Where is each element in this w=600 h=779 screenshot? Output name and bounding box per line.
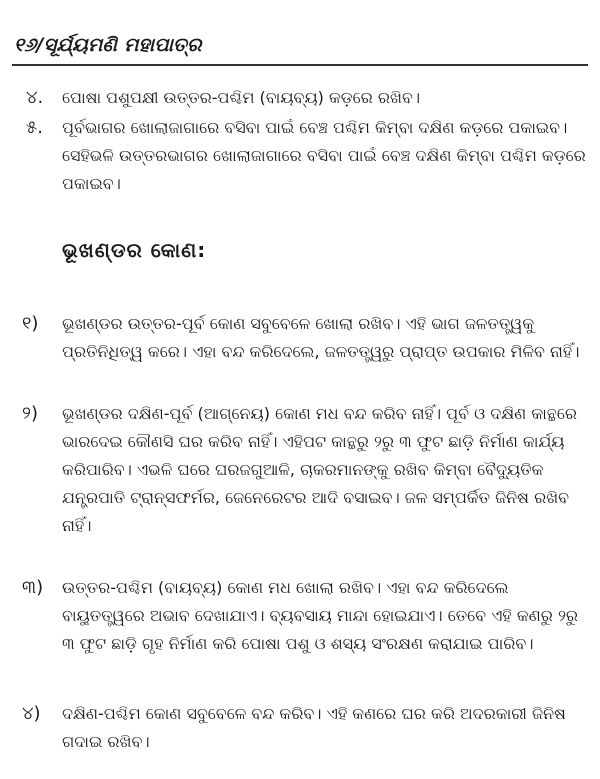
item-number: ୧) <box>22 313 39 334</box>
item-number: ୫. <box>26 117 43 138</box>
running-head: ୧୬/ସୂର୍ଯ୍ୟମଣି ମହାପାତ୍ର <box>14 34 202 56</box>
item-text: ଉତ୍ତର-ପଶ୍ଚିମ (ବାୟବ୍ୟ) କୋଣ ମଧ ଖୋଲା ରଖିବ। ଏହା ବନ୍ଦ କରିଦେଲେ ବାୟୁତତ୍ତ୍ୱରେ ଅଭାବ ଦେଖାଯାଏ। ବ୍ୟବସାୟ ମାନ୍ଦା ହୋଇଯାଏ। ତେବେ ଏହି କଣରୁ ୨ରୁ ୩ ଫୁଟ ଛାଡ଼ି ଗୃହ ନିର୍ମାଣ କରି ପୋଷା ପଶୁ ଓ ଶସ୍ୟ ସଂରକ୍ଷଣ କରାଯାଇ ପାରିବ। <box>62 578 579 653</box>
item-text: ଭୂଖଣ୍ଡର ଉତ୍ତର-ପୂର୍ବ କୋଣ ସବୁବେଳେ ଖୋଲା ରଖିବ। ଏହି ଭାଗ ଜଳତତ୍ତ୍ୱକୁ ପ୍ରତିନିଧିତ୍ୱ କରେ। ଏହା ବନ୍ଦ କରିଦେଲେ, ଜଳତତ୍ତ୍ୱରୁ ପ୍ରାପ୍ତ ଉପକାର ମିଳିବ ନାହିଁ। <box>62 314 580 361</box>
section-heading: ଭୂଖଣ୍ଡର କୋଣ: <box>62 238 207 262</box>
item-number: ୪) <box>22 703 41 724</box>
item-number: ୨) <box>22 403 38 424</box>
item-number: ୩) <box>22 577 44 598</box>
item-text: ଦକ୍ଷିଣ-ପଶ୍ଚିମ କୋଣ ସବୁବେଳେ ବନ୍ଦ କରିବ। ଏହି କଣରେ ଘର କରି ଅଦରକାରୀ ଜିନିଷ ଗଦାଇ ରଖିବ। <box>62 704 566 751</box>
item-number: ୪. <box>26 87 44 108</box>
item-text: ପୂର୍ବଭାଗର ଖୋଲାଜାଗାରେ ବସିବା ପାଇଁ ବେଞ୍ଚ ପଶ୍ଚିମ କିମ୍ବା ଦକ୍ଷିଣ କଡ଼ରେ ପକାଇବ। ସେହିଭଳି ଉତ୍ତରଭାଗର ଖୋଲାଜାଗାରେ ବସିବା ପାଇଁ ବେଞ୍ଚ ଦକ୍ଷିଣ କିମ୍ବା ପଶ୍ଚିମ କଡ଼ରେ ପକାଇବ। <box>62 118 586 193</box>
item-text: ପୋଷା ପଶୁପକ୍ଷୀ ଉତ୍ତର-ପଶ୍ଚିମ (ବାୟବ୍ୟ) କଡ଼ରେ ରଖିବ। <box>62 88 421 107</box>
header-rule <box>12 64 588 66</box>
item-text: ଭୂଖଣ୍ଡର ଦକ୍ଷିଣ-ପୂର୍ବ (ଆଗ୍ନେୟ) କୋଣ ମଧ ବନ୍ଦ କରିବ ନାହିଁ। ପୂର୍ବ ଓ ଦକ୍ଷିଣ କାନ୍ଥରେ ଭାରଦେଇ କୌଣସି ଘର କରିବ ନାହିଁ। ଏହିପଟ କାନ୍ଥରୁ ୨ରୁ ୩ ଫୁଟ ଛାଡ଼ି ନିର୍ମାଣ କାର୍ଯ୍ୟ କରିପାରିବ। ଏଭଳି ଘରେ ଘରଜଗୁଆଳି, ଚାକରମାନଙ୍କୁ ରଖିବ କିମ୍ବା ବୈଦ୍ୟୁତିକ ଯନ୍ତ୍ରପାତି ଟ୍ରାନ୍ସଫର୍ମର, ଜେନେରେଟର ଆଦି ବସାଇବ। ଜଳ ସମ୍ପର୍କିତ ଜିନିଷ ରଖିବ ନାହିଁ। <box>62 404 577 535</box>
